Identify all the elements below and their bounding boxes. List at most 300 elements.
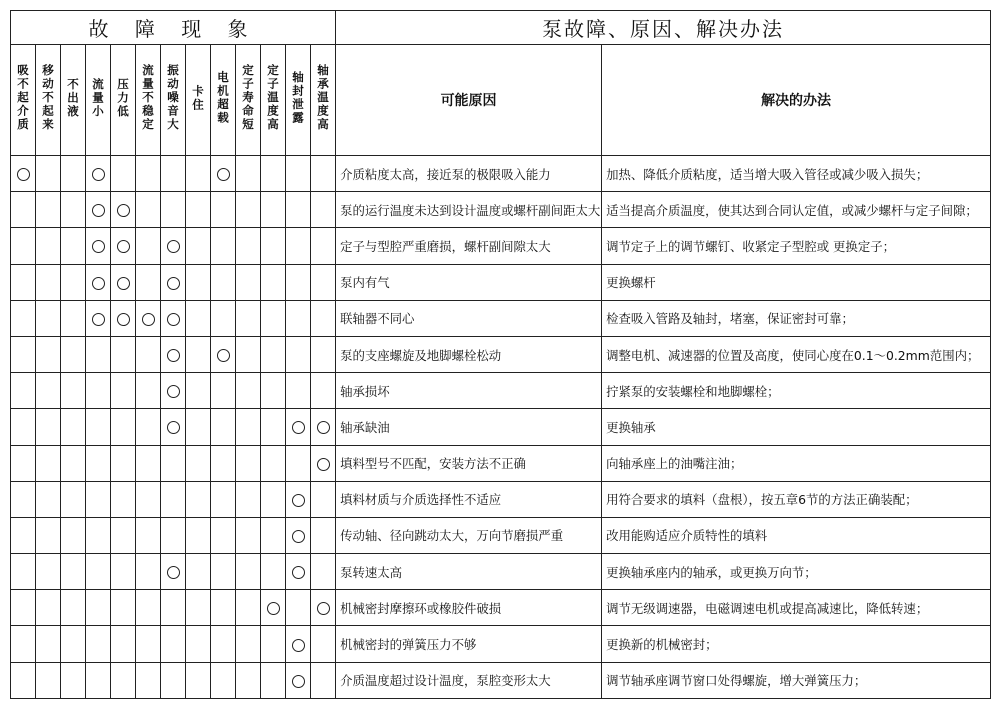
symptom-cell — [186, 662, 211, 698]
symptom-label: 不出液 — [66, 77, 80, 119]
symptom-cell — [236, 590, 261, 626]
solution-cell: 调节定子上的调节螺钉、收紧定子型腔或 更换定子； — [602, 228, 991, 264]
solution-cell: 改用能购适应介质特性的填料 — [602, 517, 991, 553]
circle-mark-icon — [167, 313, 180, 326]
symptom-cell — [111, 409, 136, 445]
symptom-cell — [161, 264, 186, 300]
symptom-label: 轴封泄露 — [291, 71, 305, 125]
symptom-cell — [161, 409, 186, 445]
symptom-cell — [161, 590, 186, 626]
symptom-cell — [261, 445, 286, 481]
symptom-cell — [36, 192, 61, 228]
solution-cell: 更换螺杆 — [602, 264, 991, 300]
symptom-cell — [211, 192, 236, 228]
symptom-cell — [86, 228, 111, 264]
symptom-cell — [111, 626, 136, 662]
symptom-cell — [261, 626, 286, 662]
symptom-header-8 — [186, 45, 211, 156]
table-row — [11, 554, 991, 590]
symptom-cell — [61, 662, 86, 698]
symptom-cell — [286, 409, 311, 445]
symptom-cell — [161, 336, 186, 372]
symptom-cell — [236, 517, 261, 553]
circle-mark-icon — [267, 602, 280, 615]
symptom-label: 定子寿命短 — [241, 64, 255, 132]
symptom-cell — [111, 336, 136, 372]
table-row — [11, 590, 991, 626]
cause-cell: 泵的运行温度未达到设计温度或螺杆副间距太大 — [336, 192, 602, 228]
symptom-cell — [36, 409, 61, 445]
cause-cell: 介质粘度太高，接近泵的极限吸入能力 — [336, 156, 602, 192]
circle-mark-icon — [167, 421, 180, 434]
symptom-cell — [286, 300, 311, 336]
symptom-cell — [261, 300, 286, 336]
symptom-cell — [161, 626, 186, 662]
symptom-cell — [311, 554, 336, 590]
symptom-cell — [11, 228, 36, 264]
circle-mark-icon — [292, 494, 305, 507]
symptom-cell — [36, 626, 61, 662]
symptom-cell — [136, 626, 161, 662]
symptom-cell — [11, 662, 36, 698]
circle-mark-icon — [167, 277, 180, 290]
symptom-header-4 — [86, 45, 111, 156]
symptom-cell — [311, 336, 336, 372]
symptom-cell — [261, 336, 286, 372]
symptom-cell — [11, 300, 36, 336]
symptom-cell — [236, 662, 261, 698]
solution-column-header: 解决的办法 — [602, 45, 991, 156]
symptom-cell — [236, 156, 261, 192]
symptom-cell — [136, 336, 161, 372]
fault-table-sheet — [10, 10, 990, 699]
symptom-cell — [86, 662, 111, 698]
symptom-cell — [161, 517, 186, 553]
symptom-header-row — [11, 45, 991, 156]
symptom-label: 吸不起介质 — [16, 64, 30, 132]
cause-cell: 填料材质与介质选择性不适应 — [336, 481, 602, 517]
circle-mark-icon — [117, 204, 130, 217]
symptom-cell — [211, 336, 236, 372]
table-row — [11, 264, 991, 300]
cause-cell: 泵内有气 — [336, 264, 602, 300]
symptom-header-9 — [211, 45, 236, 156]
symptom-cell — [86, 264, 111, 300]
symptom-cell — [36, 336, 61, 372]
table-row — [11, 228, 991, 264]
symptom-cell — [36, 156, 61, 192]
symptom-cell — [211, 373, 236, 409]
cause-cell: 传动轴、径向跳动太大，万向节磨损严重 — [336, 517, 602, 553]
symptom-cell — [86, 445, 111, 481]
symptom-cell — [11, 373, 36, 409]
circle-mark-icon — [292, 421, 305, 434]
symptom-cell — [86, 192, 111, 228]
symptom-cell — [211, 590, 236, 626]
symptom-cell — [161, 481, 186, 517]
symptom-cell — [111, 590, 136, 626]
symptom-cell — [61, 300, 86, 336]
symptom-cell — [286, 373, 311, 409]
solution-cell: 调节轴承座调节窗口处得螺旋，增大弹簧压力； — [602, 662, 991, 698]
symptom-cell — [261, 228, 286, 264]
symptom-cell — [86, 590, 111, 626]
symptom-cell — [61, 228, 86, 264]
circle-mark-icon — [142, 313, 155, 326]
symptom-cell — [311, 662, 336, 698]
symptom-cell — [236, 192, 261, 228]
table-row — [11, 336, 991, 372]
table-row — [11, 662, 991, 698]
circle-mark-icon — [317, 602, 330, 615]
circle-mark-icon — [92, 240, 105, 253]
symptom-cell — [261, 156, 286, 192]
symptom-cell — [36, 517, 61, 553]
symptoms-title: 故 障 现 象 — [11, 11, 336, 45]
circle-mark-icon — [217, 168, 230, 181]
circle-mark-icon — [317, 421, 330, 434]
symptom-cell — [161, 156, 186, 192]
fault-rows — [11, 156, 991, 699]
symptom-cell — [311, 373, 336, 409]
symptom-cell — [111, 662, 136, 698]
symptom-cell — [161, 192, 186, 228]
circle-mark-icon — [292, 639, 305, 652]
table-row — [11, 481, 991, 517]
symptom-cell — [36, 554, 61, 590]
solution-cell: 调整电机、减速器的位置及高度，使同心度在0.1～0.2mm范围内； — [602, 336, 991, 372]
cause-cell: 机械密封摩擦环或橡胶件破损 — [336, 590, 602, 626]
circle-mark-icon — [217, 349, 230, 362]
cause-cell: 泵转速太高 — [336, 554, 602, 590]
symptom-header-3 — [61, 45, 86, 156]
symptom-cell — [236, 336, 261, 372]
symptom-cell — [61, 373, 86, 409]
symptom-cell — [211, 554, 236, 590]
solution-cell: 拧紧泵的安装螺栓和地脚螺栓； — [602, 373, 991, 409]
cause-column-header: 可能原因 — [336, 45, 602, 156]
symptom-cell — [186, 590, 211, 626]
table-row — [11, 156, 991, 192]
symptom-cell — [136, 554, 161, 590]
symptom-cell — [11, 156, 36, 192]
circle-mark-icon — [167, 240, 180, 253]
symptom-cell — [36, 445, 61, 481]
symptom-cell — [286, 481, 311, 517]
cause-cell: 机械密封的弹簧压力不够 — [336, 626, 602, 662]
symptom-cell — [236, 445, 261, 481]
circle-mark-icon — [167, 349, 180, 362]
symptom-cell — [186, 373, 211, 409]
symptom-cell — [61, 264, 86, 300]
table-row — [11, 445, 991, 481]
symptom-cell — [86, 300, 111, 336]
symptom-cell — [236, 481, 261, 517]
symptom-cell — [136, 264, 161, 300]
symptom-cell — [61, 409, 86, 445]
symptom-cell — [11, 517, 36, 553]
symptom-cell — [161, 373, 186, 409]
symptom-cell — [111, 554, 136, 590]
symptom-cell — [236, 409, 261, 445]
symptom-cell — [186, 300, 211, 336]
circle-mark-icon — [292, 530, 305, 543]
symptom-cell — [61, 481, 86, 517]
symptom-cell — [11, 192, 36, 228]
cause-cell: 泵的支座螺旋及地脚螺栓松动 — [336, 336, 602, 372]
symptom-cell — [111, 300, 136, 336]
symptom-cell — [311, 300, 336, 336]
symptom-cell — [61, 626, 86, 662]
symptom-cell — [111, 192, 136, 228]
symptom-cell — [236, 554, 261, 590]
solution-cell: 调节无级调速器，电磁调速电机或提高减速比，降低转速； — [602, 590, 991, 626]
symptom-cell — [136, 445, 161, 481]
symptom-cell — [86, 554, 111, 590]
circle-mark-icon — [292, 675, 305, 688]
symptom-cell — [61, 554, 86, 590]
symptom-cell — [61, 192, 86, 228]
symptom-cell — [311, 590, 336, 626]
symptom-cell — [111, 517, 136, 553]
symptom-cell — [186, 336, 211, 372]
symptom-label: 定子温度高 — [266, 64, 280, 132]
circle-mark-icon — [17, 168, 30, 181]
symptom-cell — [61, 445, 86, 481]
circle-mark-icon — [92, 204, 105, 217]
symptom-cell — [211, 662, 236, 698]
pump-fault-table — [10, 10, 991, 699]
symptom-cell — [136, 300, 161, 336]
circle-mark-icon — [317, 458, 330, 471]
symptom-cell — [236, 300, 261, 336]
symptom-header-13 — [311, 45, 336, 156]
symptom-cell — [186, 481, 211, 517]
symptom-cell — [286, 626, 311, 662]
symptom-cell — [186, 517, 211, 553]
solution-cell: 更换轴承座内的轴承，或更换万向节； — [602, 554, 991, 590]
cause-cell: 定子与型腔严重磨损，螺杆副间隙太大 — [336, 228, 602, 264]
symptom-cell — [236, 228, 261, 264]
table-row — [11, 192, 991, 228]
circle-mark-icon — [167, 566, 180, 579]
circle-mark-icon — [92, 313, 105, 326]
symptom-cell — [111, 373, 136, 409]
symptom-label: 流量小 — [91, 77, 105, 119]
symptom-header-12 — [286, 45, 311, 156]
causes-solutions-title: 泵故障、原因、解决办法 — [336, 11, 991, 45]
symptom-cell — [261, 517, 286, 553]
symptom-cell — [111, 481, 136, 517]
symptom-header-5 — [111, 45, 136, 156]
symptom-cell — [36, 481, 61, 517]
symptom-header-11 — [261, 45, 286, 156]
symptom-cell — [311, 228, 336, 264]
circle-mark-icon — [292, 566, 305, 579]
table-row — [11, 373, 991, 409]
symptom-cell — [61, 336, 86, 372]
symptom-cell — [211, 517, 236, 553]
symptom-cell — [161, 662, 186, 698]
symptom-cell — [36, 228, 61, 264]
table-row — [11, 626, 991, 662]
symptom-cell — [286, 590, 311, 626]
symptom-label: 电机超载 — [216, 71, 230, 125]
symptom-cell — [136, 192, 161, 228]
symptom-cell — [311, 481, 336, 517]
circle-mark-icon — [117, 240, 130, 253]
symptom-cell — [111, 264, 136, 300]
symptom-cell — [61, 590, 86, 626]
symptom-cell — [211, 445, 236, 481]
symptom-cell — [11, 445, 36, 481]
symptom-header-7 — [161, 45, 186, 156]
symptom-cell — [311, 192, 336, 228]
symptom-cell — [311, 264, 336, 300]
symptom-cell — [86, 517, 111, 553]
symptom-cell — [61, 156, 86, 192]
symptom-cell — [86, 626, 111, 662]
symptom-cell — [11, 626, 36, 662]
symptom-cell — [36, 264, 61, 300]
symptom-cell — [11, 554, 36, 590]
symptom-cell — [261, 409, 286, 445]
symptom-cell — [261, 590, 286, 626]
symptom-cell — [186, 156, 211, 192]
cause-cell: 轴承损坏 — [336, 373, 602, 409]
symptom-cell — [286, 228, 311, 264]
symptom-cell — [111, 228, 136, 264]
symptom-cell — [11, 264, 36, 300]
symptom-cell — [86, 373, 111, 409]
symptom-cell — [211, 481, 236, 517]
symptom-cell — [111, 445, 136, 481]
symptom-cell — [136, 481, 161, 517]
symptom-cell — [211, 228, 236, 264]
symptom-cell — [261, 662, 286, 698]
symptom-cell — [236, 264, 261, 300]
symptom-cell — [211, 264, 236, 300]
symptom-cell — [186, 264, 211, 300]
symptom-cell — [136, 517, 161, 553]
symptom-header-2 — [36, 45, 61, 156]
symptom-cell — [186, 626, 211, 662]
symptom-cell — [11, 590, 36, 626]
symptom-cell — [311, 517, 336, 553]
solution-cell: 更换新的机械密封； — [602, 626, 991, 662]
circle-mark-icon — [167, 385, 180, 398]
symptom-cell — [161, 228, 186, 264]
symptom-cell — [186, 445, 211, 481]
symptom-cell — [211, 409, 236, 445]
symptom-cell — [186, 228, 211, 264]
symptom-label: 压力低 — [116, 77, 130, 119]
symptom-cell — [136, 228, 161, 264]
symptom-cell — [11, 481, 36, 517]
symptom-cell — [236, 373, 261, 409]
symptom-header-6 — [136, 45, 161, 156]
symptom-cell — [186, 409, 211, 445]
symptom-cell — [261, 481, 286, 517]
table-row — [11, 300, 991, 336]
cause-cell: 填料型号不匹配，安装方法不正确 — [336, 445, 602, 481]
symptom-cell — [36, 662, 61, 698]
symptom-cell — [211, 156, 236, 192]
symptom-cell — [261, 373, 286, 409]
symptom-cell — [286, 264, 311, 300]
symptom-cell — [286, 445, 311, 481]
solution-cell: 向轴承座上的油嘴注油； — [602, 445, 991, 481]
symptom-cell — [286, 662, 311, 698]
symptom-cell — [136, 409, 161, 445]
solution-cell: 加热、降低介质粘度，适当增大吸入管径或减少吸入损失； — [602, 156, 991, 192]
symptom-cell — [136, 373, 161, 409]
symptom-cell — [261, 264, 286, 300]
symptom-label: 振动噪音大 — [166, 64, 180, 132]
circle-mark-icon — [117, 277, 130, 290]
cause-cell: 联轴器不同心 — [336, 300, 602, 336]
symptom-cell — [211, 626, 236, 662]
solution-cell: 更换轴承 — [602, 409, 991, 445]
symptom-label: 流量不稳定 — [141, 64, 155, 132]
symptom-cell — [311, 445, 336, 481]
symptom-cell — [161, 445, 186, 481]
symptom-cell — [286, 156, 311, 192]
symptom-cell — [286, 192, 311, 228]
symptom-cell — [86, 336, 111, 372]
symptom-cell — [11, 409, 36, 445]
symptom-label: 卡住 — [191, 84, 205, 112]
symptom-cell — [86, 409, 111, 445]
symptom-cell — [186, 554, 211, 590]
symptom-cell — [311, 409, 336, 445]
solution-cell: 适当提高介质温度，使其达到合同认定值，或减少螺杆与定子间隙； — [602, 192, 991, 228]
symptom-cell — [286, 336, 311, 372]
symptom-cell — [136, 156, 161, 192]
symptom-cell — [286, 554, 311, 590]
symptom-cell — [261, 554, 286, 590]
table-row — [11, 517, 991, 553]
symptom-cell — [161, 554, 186, 590]
symptom-cell — [11, 336, 36, 372]
cause-cell: 介质温度超过设计温度，泵腔变形太大 — [336, 662, 602, 698]
symptom-label: 移动不起来 — [41, 64, 55, 132]
solution-cell: 检查吸入管路及轴封，堵塞，保证密封可靠； — [602, 300, 991, 336]
symptom-cell — [136, 590, 161, 626]
symptom-cell — [136, 662, 161, 698]
symptom-header-1 — [11, 45, 36, 156]
symptom-cell — [286, 517, 311, 553]
symptom-cell — [111, 156, 136, 192]
cause-cell: 轴承缺油 — [336, 409, 602, 445]
symptom-cell — [86, 481, 111, 517]
symptom-cell — [36, 373, 61, 409]
circle-mark-icon — [117, 313, 130, 326]
symptom-cell — [236, 626, 261, 662]
symptom-cell — [36, 590, 61, 626]
table-row — [11, 409, 991, 445]
symptom-cell — [161, 300, 186, 336]
symptom-cell — [261, 192, 286, 228]
symptom-cell — [186, 192, 211, 228]
circle-mark-icon — [92, 277, 105, 290]
symptom-cell — [211, 300, 236, 336]
symptom-cell — [61, 517, 86, 553]
symptom-cell — [311, 626, 336, 662]
solution-cell: 用符合要求的填料（盘根），按五章6节的方法正确装配； — [602, 481, 991, 517]
symptom-cell — [311, 156, 336, 192]
symptom-header-10 — [236, 45, 261, 156]
